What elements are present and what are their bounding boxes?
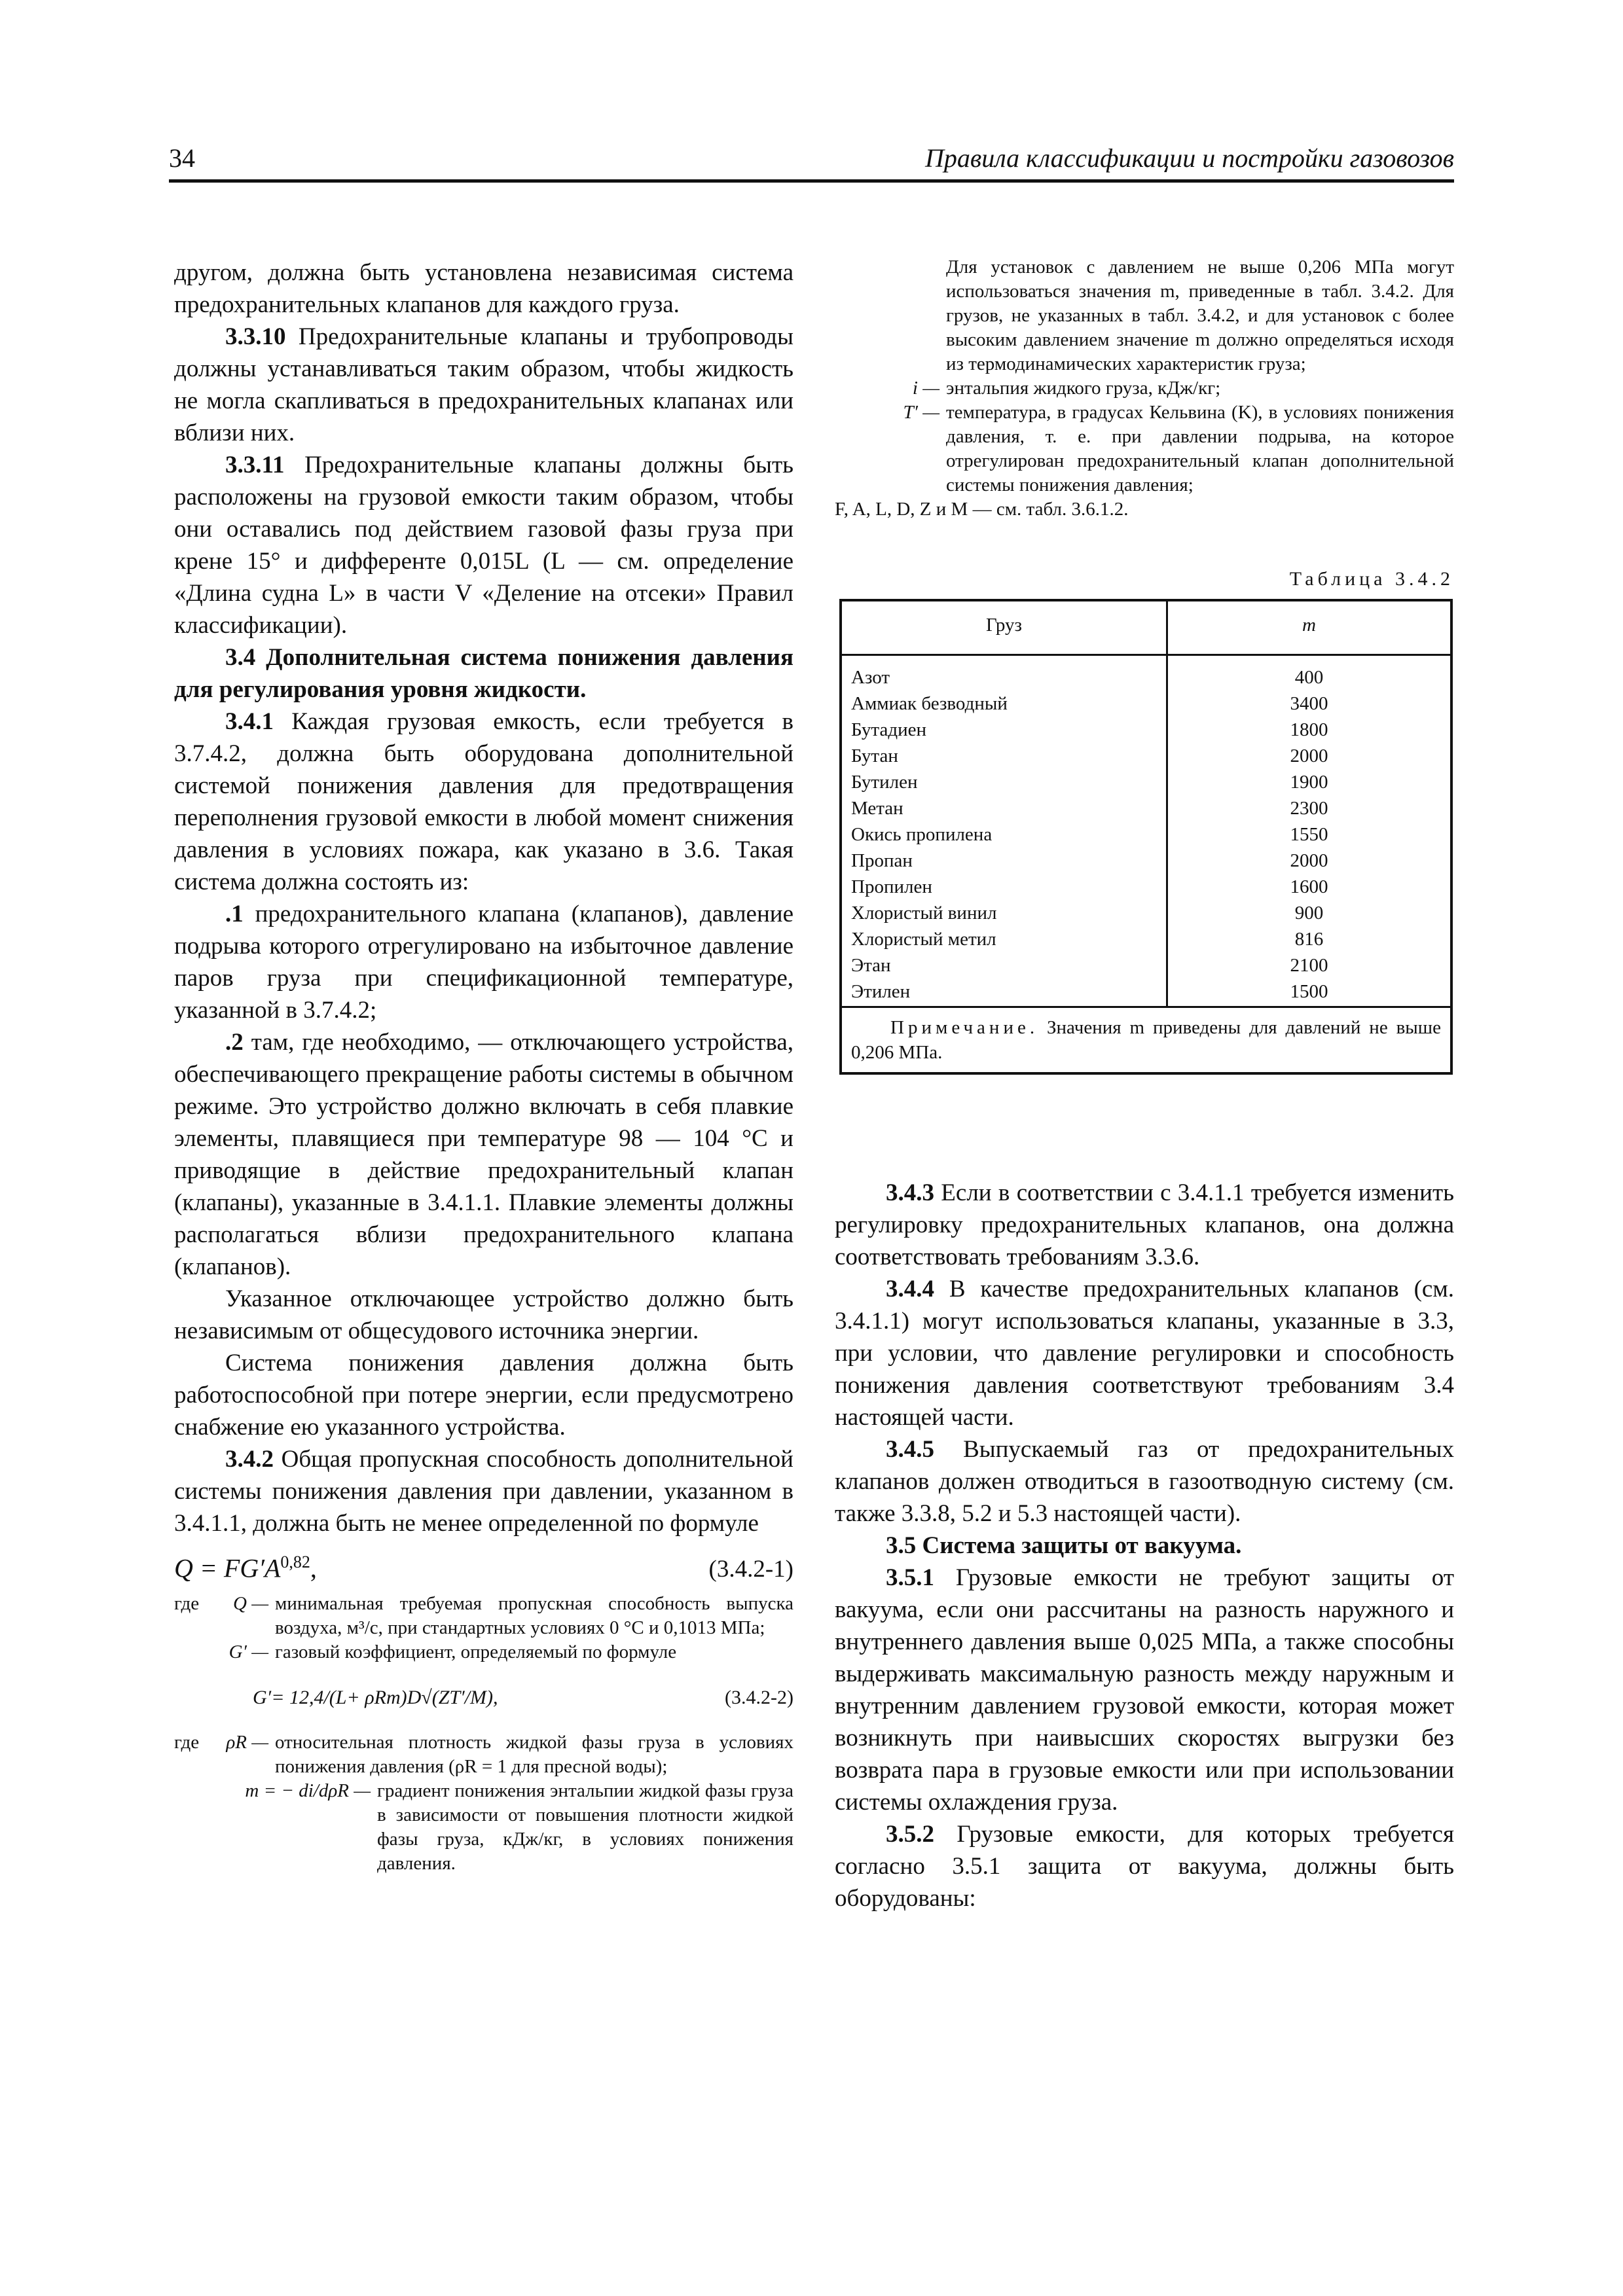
item-text: там, где необходимо, — отключающего устройства, обеспечивающего прекращение работы системы в обычном режиме. Это устройство должно включать в себя плавкие элементы, плавящиеся при температуре 98 — 104 °С и приводящие в действие предохранительный клапан (клапаны), указанные в 3.4.1.1. Плавкие элементы должны располагаться вблизи предохранительного клапана (клапанов). [174,1029,793,1280]
paragraph-text: Указанное отключающее устройство должно быть независимым от общесудового источника энергии. [174,1285,793,1344]
cell-m: 816 [1294,929,1324,950]
formula-exponent: 0,82 [280,1552,310,1571]
clause-3-3-11 [174,449,793,641]
clause-3-5-1 [835,1562,1454,1818]
paragraph [174,1283,793,1347]
definition-row [835,376,1454,401]
cell-cargo: Азот [851,667,890,688]
right-column [835,1177,1454,1914]
clause-3-4-2 [174,1443,793,1539]
definition-symbol: i — [912,378,939,399]
table-header-cargo: Груз [985,615,1022,636]
clause-3-4-5 [835,1433,1454,1530]
where-label: где [174,1732,200,1753]
running-header-title: Правила классификации и постройки газовозов [924,143,1454,173]
table-caption: Таблица 3.4.2 [1289,568,1454,590]
definition-text: относительная плотность жидкой фазы груза в условиях понижения давления (ρR = 1 для пресной воды); [275,1732,793,1778]
table-row [842,952,1450,978]
item-number: .2 [225,1029,244,1056]
clause-number: 3.3.10 [225,323,286,350]
cell-m: 400 [1294,667,1324,688]
clause-3-4-3 [835,1177,1454,1273]
clause-number: 3.4.2 [225,1446,274,1473]
left-column [174,257,793,1876]
header-rule [169,179,1454,183]
table-row [842,978,1450,1005]
cell-cargo: Бутан [851,745,898,766]
clause-text: В качестве предохранительных клапанов (см. 3.4.1.1) могут использоваться клапаны, указанные в 3.3, при условии, что давление регулировки и способность понижения давления соответствуют требованиям 3.4 настоящей части. [835,1276,1454,1431]
definition-symbol: G′ — [228,1641,268,1663]
definition-symbol: ρR — [226,1732,268,1753]
item-2 [174,1026,793,1283]
cell-m: 1600 [1290,876,1328,897]
table-row [842,795,1450,821]
formula-main: Q = FG′A [174,1553,281,1583]
definition-symbol: Q — [233,1593,268,1615]
table-row [842,769,1450,795]
definitions-block-2 [174,1731,793,1876]
clause-number: 3.4.4 [886,1276,934,1302]
cell-cargo: Хлористый винил [851,903,997,924]
definition-text: градиент понижения энтальпии жидкой фазы груза в зависимости от повышения плотности жидкой фазы груза, кДж/кг, в условиях понижения давления. [377,1780,793,1874]
section-heading-3-4 [174,641,793,706]
definitions-block-1 [174,1592,793,1664]
cell-cargo: Пропилен [851,876,932,897]
cell-cargo: Окись пропилена [851,824,993,845]
clause-text: Каждая грузовая емкость, если требуется в 3.7.4.2, должна быть оборудована дополнительной системой понижения давления для предотвращения переполнения грузовой емкости в любой момент снижения давления в условиях пожара, как указано в 3.6. Такая система должна состоять из: [174,708,793,895]
cell-cargo: Бутадиен [851,719,926,740]
cell-m: 2100 [1290,955,1328,976]
clause-number: 3.4.3 [886,1179,934,1206]
definition-row [174,1779,793,1876]
definition-row [835,401,1454,497]
item-number: .1 [225,901,244,927]
where-label: где [174,1593,200,1615]
definition-text: газовый коэффициент, определяемый по формуле [275,1641,677,1663]
definition-text: минимальная требуемая пропускная способность выпуска воздуха, м³/с, при стандартных условиях 0 °С и 0,1013 МПа; [275,1593,793,1639]
table-row [842,717,1450,743]
table-row [842,926,1450,952]
table-note-text: Значения m приведены для давлений не выше 0,206 МПа. [851,1017,1441,1063]
formula-expression [174,1546,317,1584]
clause-3-5-2 [835,1818,1454,1914]
table-row [842,821,1450,848]
definition-symbol: m = − di/dρR — [245,1780,371,1802]
table-row [842,900,1450,926]
definitions-continued [835,255,1454,522]
clause-number: 3.5.2 [886,1821,934,1848]
definition-row [174,1731,793,1779]
clause-number: 3.4.5 [886,1436,934,1463]
formula-expression: G′= 12,4/(L+ ρRm)D√(ZT′/M), [253,1687,498,1709]
clause-text: Предохранительные клапаны должны быть расположены на грузовой емкости таким образом, чтобы они оставались под действием газовой фазы груза при крене 15° и дифференте 0,015L (L — см. определение «Длина судна L» в части V «Деление на отсеки» Правил классификации). [174,452,793,639]
item-1 [174,898,793,1026]
cell-cargo: Аммиак безводный [851,693,1008,714]
cell-m: 1800 [1290,719,1328,740]
clause-number: 3.3.11 [225,452,285,478]
table-3-4-2 [839,599,1453,1075]
spacer [174,1779,220,1876]
paragraph [174,257,793,321]
clause-text: Общая пропускная способность дополнительной системы понижения давления при давлении, указанном в 3.4.1.1, должна быть не менее определенной по формуле [174,1446,793,1537]
clause-3-4-4 [835,1273,1454,1433]
clause-text: Если в соответствии с 3.4.1.1 требуется изменить регулировку предохранительных клапанов, она должна соответствовать требованиям 3.3.6. [835,1179,1454,1270]
table-note-label: Примечание. [890,1017,1039,1038]
clause-number: 3.4.1 [225,708,274,735]
item-text: предохранительного клапана (клапанов), давление подрыва которого отрегулировано на избыточное давление паров груза при спецификационной температуре, указанной в 3.7.4.2; [174,901,793,1024]
section-heading-text: 3.5 Система защиты от вакуума. [886,1532,1242,1559]
cell-m: 1550 [1290,824,1328,845]
table-body [842,664,1450,1005]
clause-text: Грузовые емкости, для которых требуется согласно 3.5.1 защита от вакуума, должны быть оборудованы: [835,1821,1454,1912]
spacer [174,1640,220,1664]
clause-number: 3.5.1 [886,1564,934,1591]
clause-3-4-1 [174,706,793,898]
formula-tail: , [310,1553,317,1583]
definition-continued-text: Для установок с давлением не выше 0,206 МПа могут использоваться значения m, приведенные в табл. 3.4.2. Для грузов, не указанных в табл. 3.4.2, и для установок с более высоким давлением значение m должно определяться исходя из термодинамических характеристик груза; [946,257,1454,374]
definition-row [174,1640,793,1664]
definition-row-fald: F, A, L, D, Z и M — см. табл. 3.6.1.2. [835,499,1129,520]
table-note [851,1015,1441,1065]
formula-number: (3.4.2-2) [725,1687,793,1709]
paragraph-text: другом, должна быть установлена независимая система предохранительных клапанов для каждого груза. [174,259,793,318]
formula-number: (3.4.2-1) [708,1556,793,1583]
table-row [842,874,1450,900]
cell-m: 3400 [1290,693,1328,714]
cell-cargo: Этилен [851,981,911,1002]
clause-text: Предохранительные клапаны и трубопроводы должны устанавливаться таким образом, чтобы жидкость не могла скапливаться в предохранительных клапанах или вблизи них. [174,323,793,446]
clause-3-3-10 [174,321,793,449]
cell-m: 1500 [1290,981,1328,1002]
section-heading-text: 3.4 Дополнительная система понижения давления для регулирования уровня жидкости. [174,644,793,703]
formula-3-4-2-1 [174,1546,793,1585]
section-heading-3-5 [835,1530,1454,1562]
page-number: 34 [169,143,195,173]
definition-symbol: T′ — [903,402,939,423]
cell-cargo: Бутилен [851,772,918,793]
cell-cargo: Метан [851,798,903,819]
table-row [842,743,1450,769]
definition-row [174,1592,793,1640]
cell-m: 2000 [1290,850,1328,871]
definition-text: энтальпия жидкого груза, кДж/кг; [946,378,1221,399]
cell-m: 1900 [1290,772,1328,793]
table-note-divider [842,1006,1450,1008]
paragraph [174,1347,793,1443]
paragraph-text: Система понижения давления должна быть работоспособной при потере энергии, если предусмотрено снабжение ею указанного устройства. [174,1350,793,1441]
formula-3-4-2-2 [253,1681,793,1713]
table-row [842,848,1450,874]
cell-m: 2300 [1290,798,1328,819]
table-header-m: m [1302,615,1316,636]
cell-cargo: Хлористый метил [851,929,996,950]
clause-text: Выпускаемый газ от предохранительных клапанов должен отводиться в газоотводную систему (см. также 3.3.8, 5.2 и 5.3 настоящей части). [835,1436,1454,1527]
table-row [842,691,1450,717]
cell-cargo: Этан [851,955,891,976]
cell-m: 900 [1294,903,1324,924]
cell-cargo: Пропан [851,850,913,871]
clause-text: Грузовые емкости не требуют защиты от вакуума, если они рассчитаны на разность наружного и внутреннего давления выше 0,025 МПа, а также способны выдерживать максимальную разность между наружным и внутренним давлением грузовой емкости, которая может возникнуть при наивысших скоростях выгрузки без возврата пара в грузовые емкости или при использовании системы охлаждения груза. [835,1564,1454,1816]
table-row [842,664,1450,691]
cell-m: 2000 [1290,745,1328,766]
definition-text: температура, в градусах Кельвина (K), в условиях понижения давления, т. е. при давлении подрыва, на которое отрегулирован предохранительный клапан дополнительной системы понижения давления; [946,402,1454,495]
